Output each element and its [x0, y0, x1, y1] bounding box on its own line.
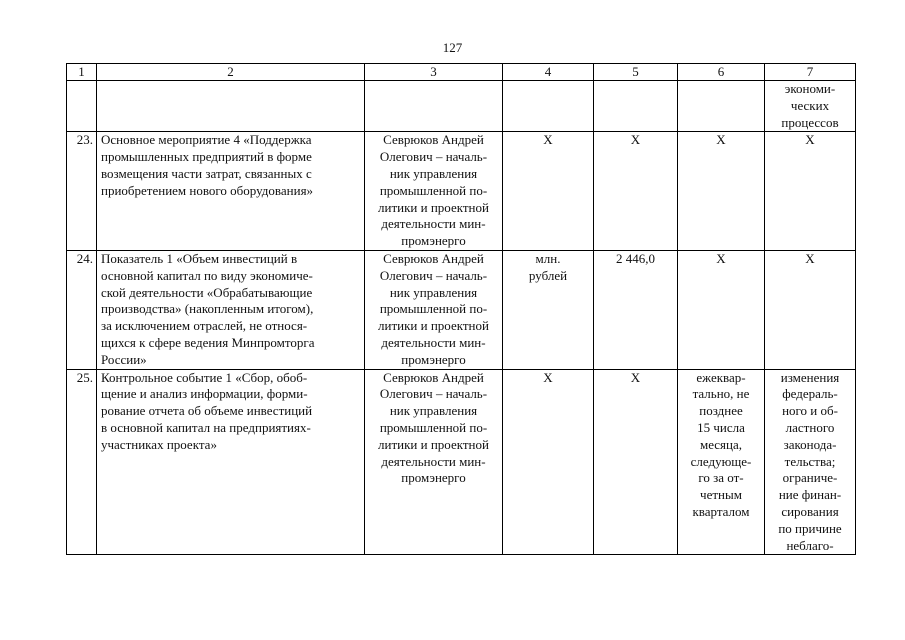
cell-text-line: следующе- — [690, 453, 752, 469]
cell-text-line: Контрольное событие 1 «Сбор, обоб- — [101, 369, 308, 385]
cell-text-line: промэнерго — [401, 233, 466, 249]
cell-text-line: Х — [630, 369, 641, 385]
cell-text-line: млн. — [535, 250, 561, 266]
cell-text-line: участниках проекта» — [101, 436, 217, 452]
responsible-cell — [365, 369, 503, 555]
report-table — [66, 63, 856, 555]
cell-text-line: литики и проектной — [378, 199, 489, 215]
cell-text-line — [69, 81, 93, 98]
unit-cell — [503, 250, 594, 369]
cell-text-line: Олегович – началь- — [379, 386, 488, 402]
cell-text-line: Севрюков Андрей — [383, 132, 484, 148]
cell-text-line: возмещения части затрат, связанных с — [101, 165, 312, 181]
deadline-cell — [678, 369, 765, 555]
column-header: 2 — [97, 64, 365, 81]
cell-text-line: Х — [716, 250, 726, 266]
cell-text-line — [682, 81, 760, 98]
responsible-cell — [365, 132, 503, 251]
cell-text-line: ластного — [785, 419, 835, 435]
cell-text-line: Х — [805, 132, 815, 148]
responsible-cell — [365, 250, 503, 369]
description-cell — [97, 369, 365, 555]
cell-text-line: 24. — [76, 250, 93, 266]
deadline-cell — [678, 132, 765, 251]
cell-text-line: рование отчета об объеме инвестиций — [101, 403, 313, 419]
cell-text-line: ние финан- — [778, 487, 842, 503]
cell-text-line: деятельности мин- — [381, 216, 486, 232]
cell-text-line: 23. — [76, 132, 93, 148]
cell-text-line: ограниче- — [782, 470, 838, 486]
row-number-cell — [67, 132, 97, 251]
description-cell — [97, 132, 365, 251]
row-number-cell — [67, 81, 97, 132]
cell-text-line: ник управления — [389, 284, 478, 300]
row-number-cell — [67, 250, 97, 369]
deadline-cell — [678, 81, 765, 132]
table-row — [67, 250, 856, 369]
cell-text-line: законода- — [783, 436, 837, 452]
cell-text-line: тально, не — [692, 386, 750, 402]
risk-cell — [765, 369, 856, 555]
cell-text-line — [507, 81, 589, 98]
responsible-cell — [365, 81, 503, 132]
cell-text-line: литики и проектной — [378, 436, 489, 452]
risk-cell — [765, 81, 856, 132]
cell-text-line — [101, 81, 360, 98]
cell-text-line: промэнерго — [401, 470, 466, 486]
cell-text-line: Х — [716, 132, 726, 148]
cell-text-line: по причине — [778, 520, 842, 536]
cell-text-line: щение и анализ информации, форми- — [101, 386, 308, 402]
cell-text-line: ежеквар- — [696, 369, 746, 385]
cell-text-line: щихся к сфере ведения Минпромторга — [101, 334, 315, 350]
cell-text-line: деятельности мин- — [381, 453, 486, 469]
cell-text-line: сирования — [781, 503, 839, 519]
value-cell — [594, 132, 678, 251]
description-cell — [97, 250, 365, 369]
cell-text-line: ник управления — [389, 165, 478, 181]
value-cell — [594, 81, 678, 132]
unit-cell — [503, 132, 594, 251]
column-header: 7 — [765, 64, 856, 81]
cell-text-line: месяца, — [699, 436, 743, 452]
value-cell — [594, 369, 678, 555]
cell-text-line: Х — [543, 132, 553, 148]
row-number-cell — [67, 369, 97, 555]
cell-text-line: России» — [101, 351, 147, 367]
cell-text-line: промышленной по- — [379, 182, 488, 198]
cell-text-line: Х — [805, 250, 815, 266]
cell-text-line: в основной капитал на предприятиях- — [101, 419, 311, 435]
value-cell — [594, 250, 678, 369]
cell-text-line — [369, 81, 498, 98]
cell-text-line: ской деятельности «Обрабатывающие — [101, 284, 313, 300]
cell-text-line: позднее — [699, 403, 743, 419]
cell-text-line: ник управления — [389, 403, 478, 419]
cell-text-line: Основное мероприятие 4 «Поддержка — [101, 132, 312, 148]
cell-text-line: Показатель 1 «Объем инвестиций в — [101, 250, 298, 266]
column-header: 5 — [594, 64, 678, 81]
cell-text-line: четным — [700, 487, 742, 503]
column-header: 6 — [678, 64, 765, 81]
cell-text-line: деятельности мин- — [381, 334, 486, 350]
cell-text-line: тельства; — [784, 453, 836, 469]
cell-text-line: Х — [630, 132, 641, 148]
cell-text-line: литики и проектной — [378, 318, 489, 334]
page-number: 127 — [442, 40, 463, 55]
cell-text-line: приобретением нового оборудования» — [101, 182, 314, 198]
cell-text-line: федераль- — [782, 386, 838, 402]
cell-text-line: Олегович – началь- — [379, 267, 488, 283]
cell-text-line: промышленной по- — [379, 301, 488, 317]
cell-text-line: рублей — [528, 267, 568, 283]
cell-text-line: промэнерго — [401, 351, 466, 367]
table-row — [67, 369, 856, 555]
cell-text-line: кварталом — [692, 503, 750, 519]
cell-text-line: экономи- — [784, 81, 836, 96]
cell-text-line: основной капитал по виду экономиче- — [101, 267, 313, 283]
cell-text-line: Олегович – началь- — [379, 149, 488, 165]
cell-text-line: Севрюков Андрей — [383, 369, 484, 385]
cell-text-line — [598, 81, 673, 98]
cell-text-line: промышленных предприятий в форме — [101, 149, 312, 165]
unit-cell — [503, 81, 594, 132]
cell-text-line: го за от- — [698, 470, 744, 486]
cell-text-line: за исключением отраслей, не относя- — [101, 318, 308, 334]
cell-text-line: изменения — [780, 369, 840, 385]
column-header: 1 — [67, 64, 97, 81]
table-row — [67, 132, 856, 251]
description-cell — [97, 81, 365, 132]
cell-text-line: Севрюков Андрей — [383, 250, 484, 266]
cell-text-line: 25. — [76, 369, 93, 385]
cell-text-line: производства» (накопленным итогом), — [101, 301, 314, 317]
cell-text-line: 2 446,0 — [616, 250, 655, 266]
cell-text-line: неблаго- — [786, 537, 834, 553]
column-header: 4 — [503, 64, 594, 81]
table-row — [67, 81, 856, 132]
cell-text-line: процессов — [781, 114, 839, 130]
column-header: 3 — [365, 64, 503, 81]
deadline-cell — [678, 250, 765, 369]
table-header-row — [67, 64, 856, 81]
cell-text-line: 15 числа — [697, 419, 745, 435]
risk-cell — [765, 250, 856, 369]
cell-text-line: Х — [543, 369, 553, 385]
risk-cell — [765, 132, 856, 251]
cell-text-line: ного и об- — [782, 403, 838, 419]
unit-cell — [503, 369, 594, 555]
cell-text-line: ческих — [790, 97, 830, 113]
cell-text-line: промышленной по- — [379, 419, 488, 435]
